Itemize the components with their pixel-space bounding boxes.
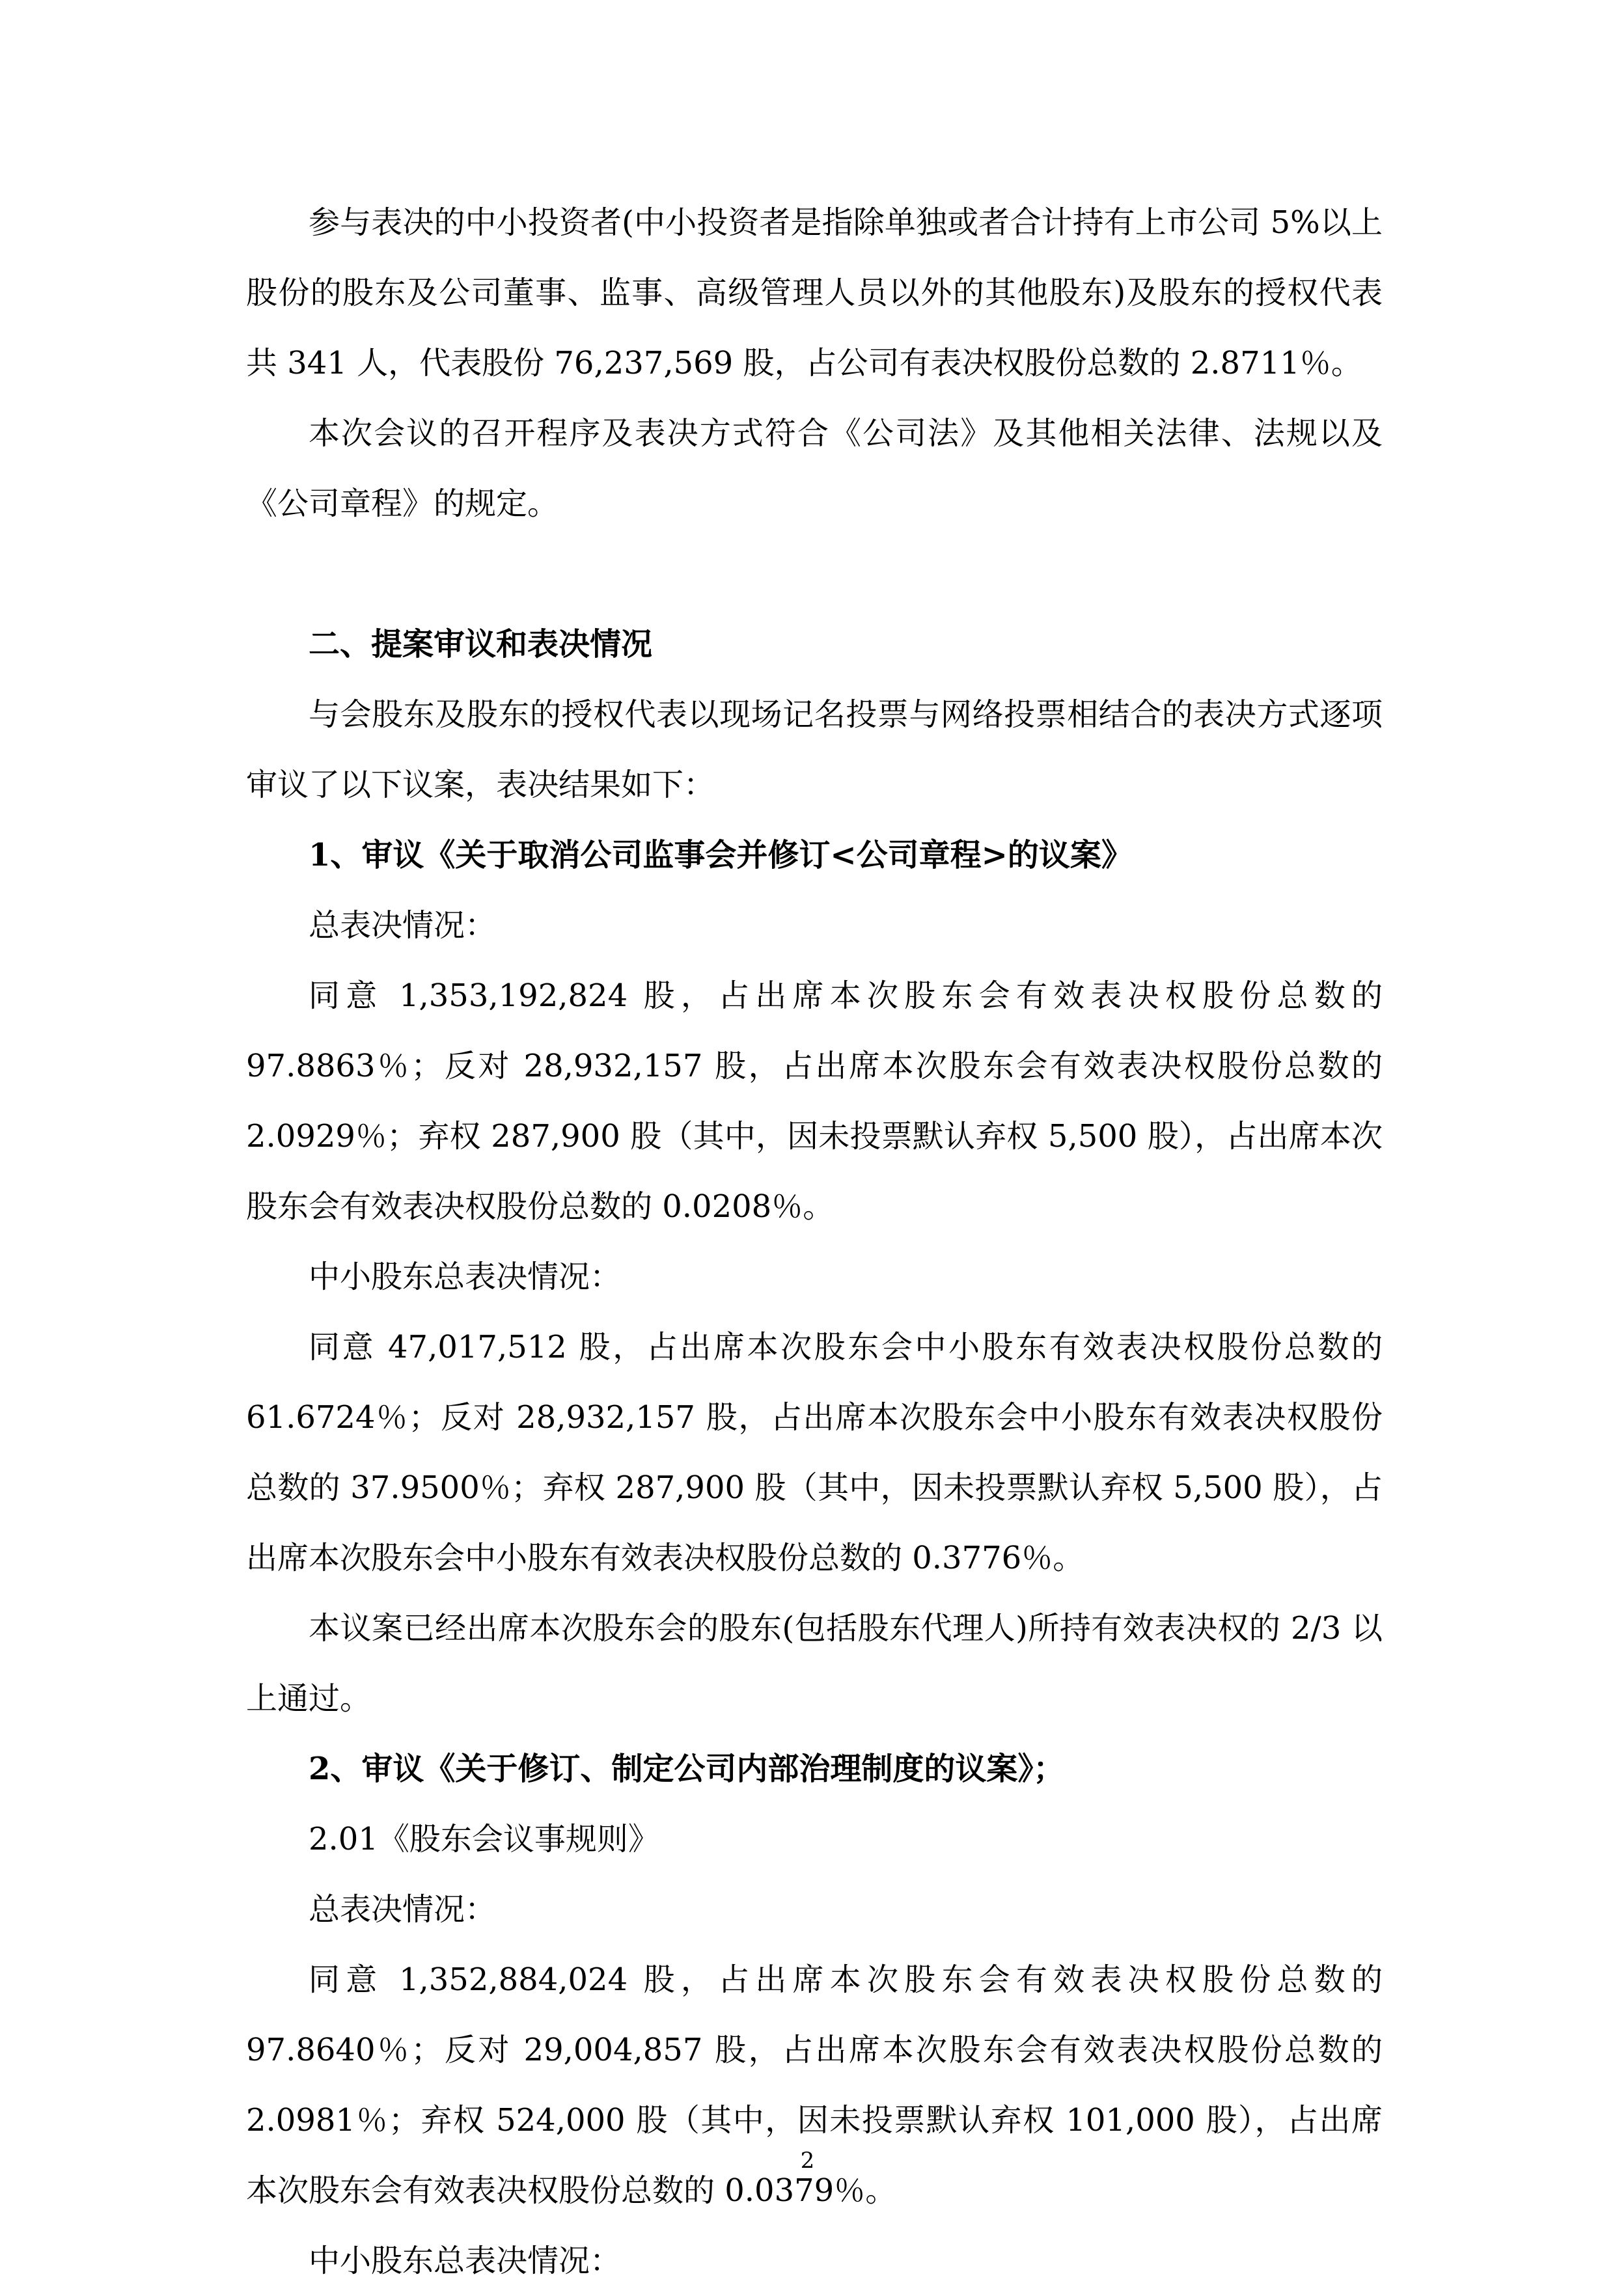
paragraph-meeting-compliance: 本次会议的召开程序及表决方式符合《公司法》及其他相关法律、法规以及《公司章程》的规定。 (246, 415, 1383, 522)
proposal-1-total-results: 同意 1,353,192,824 股，占出席本次股东会有效表决权股份总数的 97.8863％；反对 28,932,157 股，占出席本次股东会有效表决权股份总数的 2.0929％；弃权 287,900 股（其中，因未投票默认弃权 5,500 股），占出席本次股东会有效表决权股份总数的 0.0208％。 (246, 977, 1383, 1225)
proposal-1-total-label: 总表决情况： (309, 907, 497, 944)
proposal-2-01-title: 2.01《股东会议事规则》 (309, 1821, 659, 1857)
proposal-2-01-total-results: 同意 1,352,884,024 股，占出席本次股东会有效表决权股份总数的 97.8640％；反对 29,004,857 股，占出席本次股东会有效表决权股份总数的 2.0981％；弃权 524,000 股（其中，因未投票默认弃权 101,000 股），占出席本次股东会有效表决权股份总数的 0.0379％。 (246, 1961, 1383, 2209)
paragraph-small-investors: 参与表决的中小投资者(中小投资者是指除单独或者合计持有上市公司 5%以上股份的股东及公司董事、监事、高级管理人员以外的其他股东)及股东的授权代表共 341 人，代表股份 76,237,569 股，占公司有表决权股份总数的 2.8711％。 (246, 204, 1383, 381)
paragraph-voting-method: 与会股东及股东的授权代表以现场记名投票与网络投票相结合的表决方式逐项审议了以下议案，表决结果如下： (246, 696, 1383, 803)
page-number: 2 (800, 2148, 815, 2174)
proposal-1-minority-label: 中小股东总表决情况： (309, 1259, 622, 1295)
section-heading-proposals: 二、提案审议和表决情况 (309, 626, 653, 663)
document-body (246, 187, 1383, 2296)
proposal-1-conclusion: 本议案已经出席本次股东会的股东(包括股东代理人)所持有效表决权的 2/3 以上通过。 (246, 1610, 1383, 1717)
proposal-2-01-total-label: 总表决情况： (309, 1891, 497, 1928)
proposal-2-01-minority-label: 中小股东总表决情况： (309, 2243, 622, 2279)
proposal-1-heading: 1、审议《关于取消公司监事会并修订<公司章程>的议案》 (309, 837, 1133, 873)
proposal-1-minority-results: 同意 47,017,512 股，占出席本次股东会中小股东有效表决权股份总数的 61.6724％；反对 28,932,157 股，占出席本次股东会中小股东有效表决权股份总数的 37.9500％；弃权 287,900 股（其中，因未投票默认弃权 5,500 股），占出席本次股东会中小股东有效表决权股份总数的 0.3776％。 (246, 1329, 1383, 1576)
proposal-2-heading: 2、审议《关于修订、制定公司内部治理制度的议案》； (309, 1751, 1065, 1787)
